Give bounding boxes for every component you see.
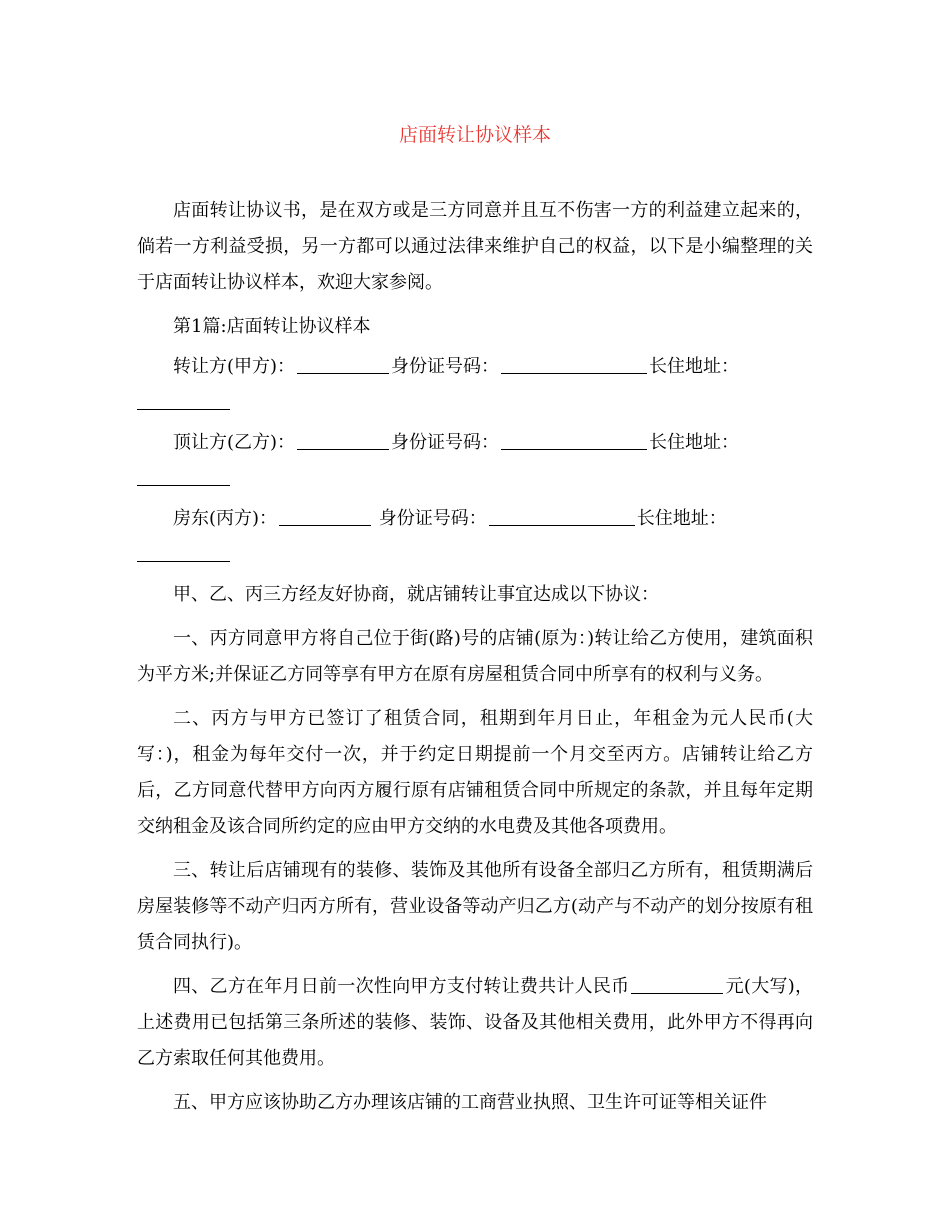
party-row-landlord: [137, 501, 813, 573]
address-blank: [137, 560, 230, 562]
id-label: 身份证号码：: [391, 356, 500, 377]
section-heading: 第1篇:店面转让协议样本: [173, 316, 371, 337]
clause-2: 二、丙方与甲方已签订了租赁合同，租期到年月日止，年租金为元人民币(大写：)，租金为每年交付一次，并于约定日期提前一个月交至丙方。店铺转让给乙方后，乙方同意代替甲方向丙方履行原有店铺租赁合同中所规定的条款，并且每年定期交纳租金及该合同所约定的应由甲方交纳的水电费及其他各项费用。: [137, 708, 813, 837]
id-blank: [501, 448, 647, 450]
id-blank: [501, 372, 647, 374]
id-blank: [489, 524, 635, 526]
id-label: 身份证号码：: [373, 508, 487, 529]
document-title: 店面转让协议样本: [398, 124, 551, 146]
clause-4-after: 元(大写)，上述费用已包括第三条所述的装修、装饰、设备及其他相关费用，此外甲方不得再向乙方索取任何其他费用。: [137, 976, 814, 1069]
name-blank: [297, 448, 389, 450]
amount-blank: [631, 992, 723, 994]
party-label: 顶让方(乙方)：: [173, 432, 296, 453]
clause-1: 一、丙方同意甲方将自己位于街(路)号的店铺(原为：)转让给乙方使用，建筑面积为平方米;并保证乙方同等享有甲方在原有房屋租赁合同中所享有的权利与义务。: [137, 628, 813, 685]
clause-4-before: 四、乙方在年月日前一次性向甲方支付转让费共计人民币: [173, 976, 630, 997]
party-row-transferor: [137, 349, 813, 421]
name-blank: [297, 372, 389, 374]
address-blank: [137, 408, 230, 410]
agreement-intro: 甲、乙、丙三方经友好协商，就店铺转让事宜达成以下协议：: [173, 584, 659, 605]
party-row-transferee: [137, 425, 813, 497]
name-blank: [279, 524, 371, 526]
address-label: 长住地址：: [649, 432, 740, 453]
intro-paragraph: 店面转让协议书，是在双方或是三方同意并且互不伤害一方的利益建立起来的，倘若一方利益受损，另一方都可以通过法律来维护自己的权益，以下是小编整理的关于店面转让协议样本，欢迎大家参阅。: [137, 200, 813, 293]
address-blank: [137, 484, 230, 486]
clause-5: 五、甲方应该协助乙方办理该店铺的工商营业执照、卫生许可证等相关证件: [173, 1092, 767, 1113]
clause-4: [137, 969, 813, 1077]
clause-3: 三、转让后店铺现有的装修、装饰及其他所有设备全部归乙方所有，租赁期满后房屋装修等不动产归丙方所有，营业设备等动产归乙方(动产与不动产的划分按原有租赁合同执行)。: [137, 860, 813, 953]
party-label: 转让方(甲方)：: [173, 356, 296, 377]
id-label: 身份证号码：: [391, 432, 500, 453]
section-heading-block: [137, 309, 813, 345]
document-body: [137, 193, 813, 1129]
address-label: 长住地址：: [649, 356, 740, 377]
address-label: 长住地址：: [636, 508, 727, 529]
party-label: 房东(丙方)：: [173, 508, 278, 529]
